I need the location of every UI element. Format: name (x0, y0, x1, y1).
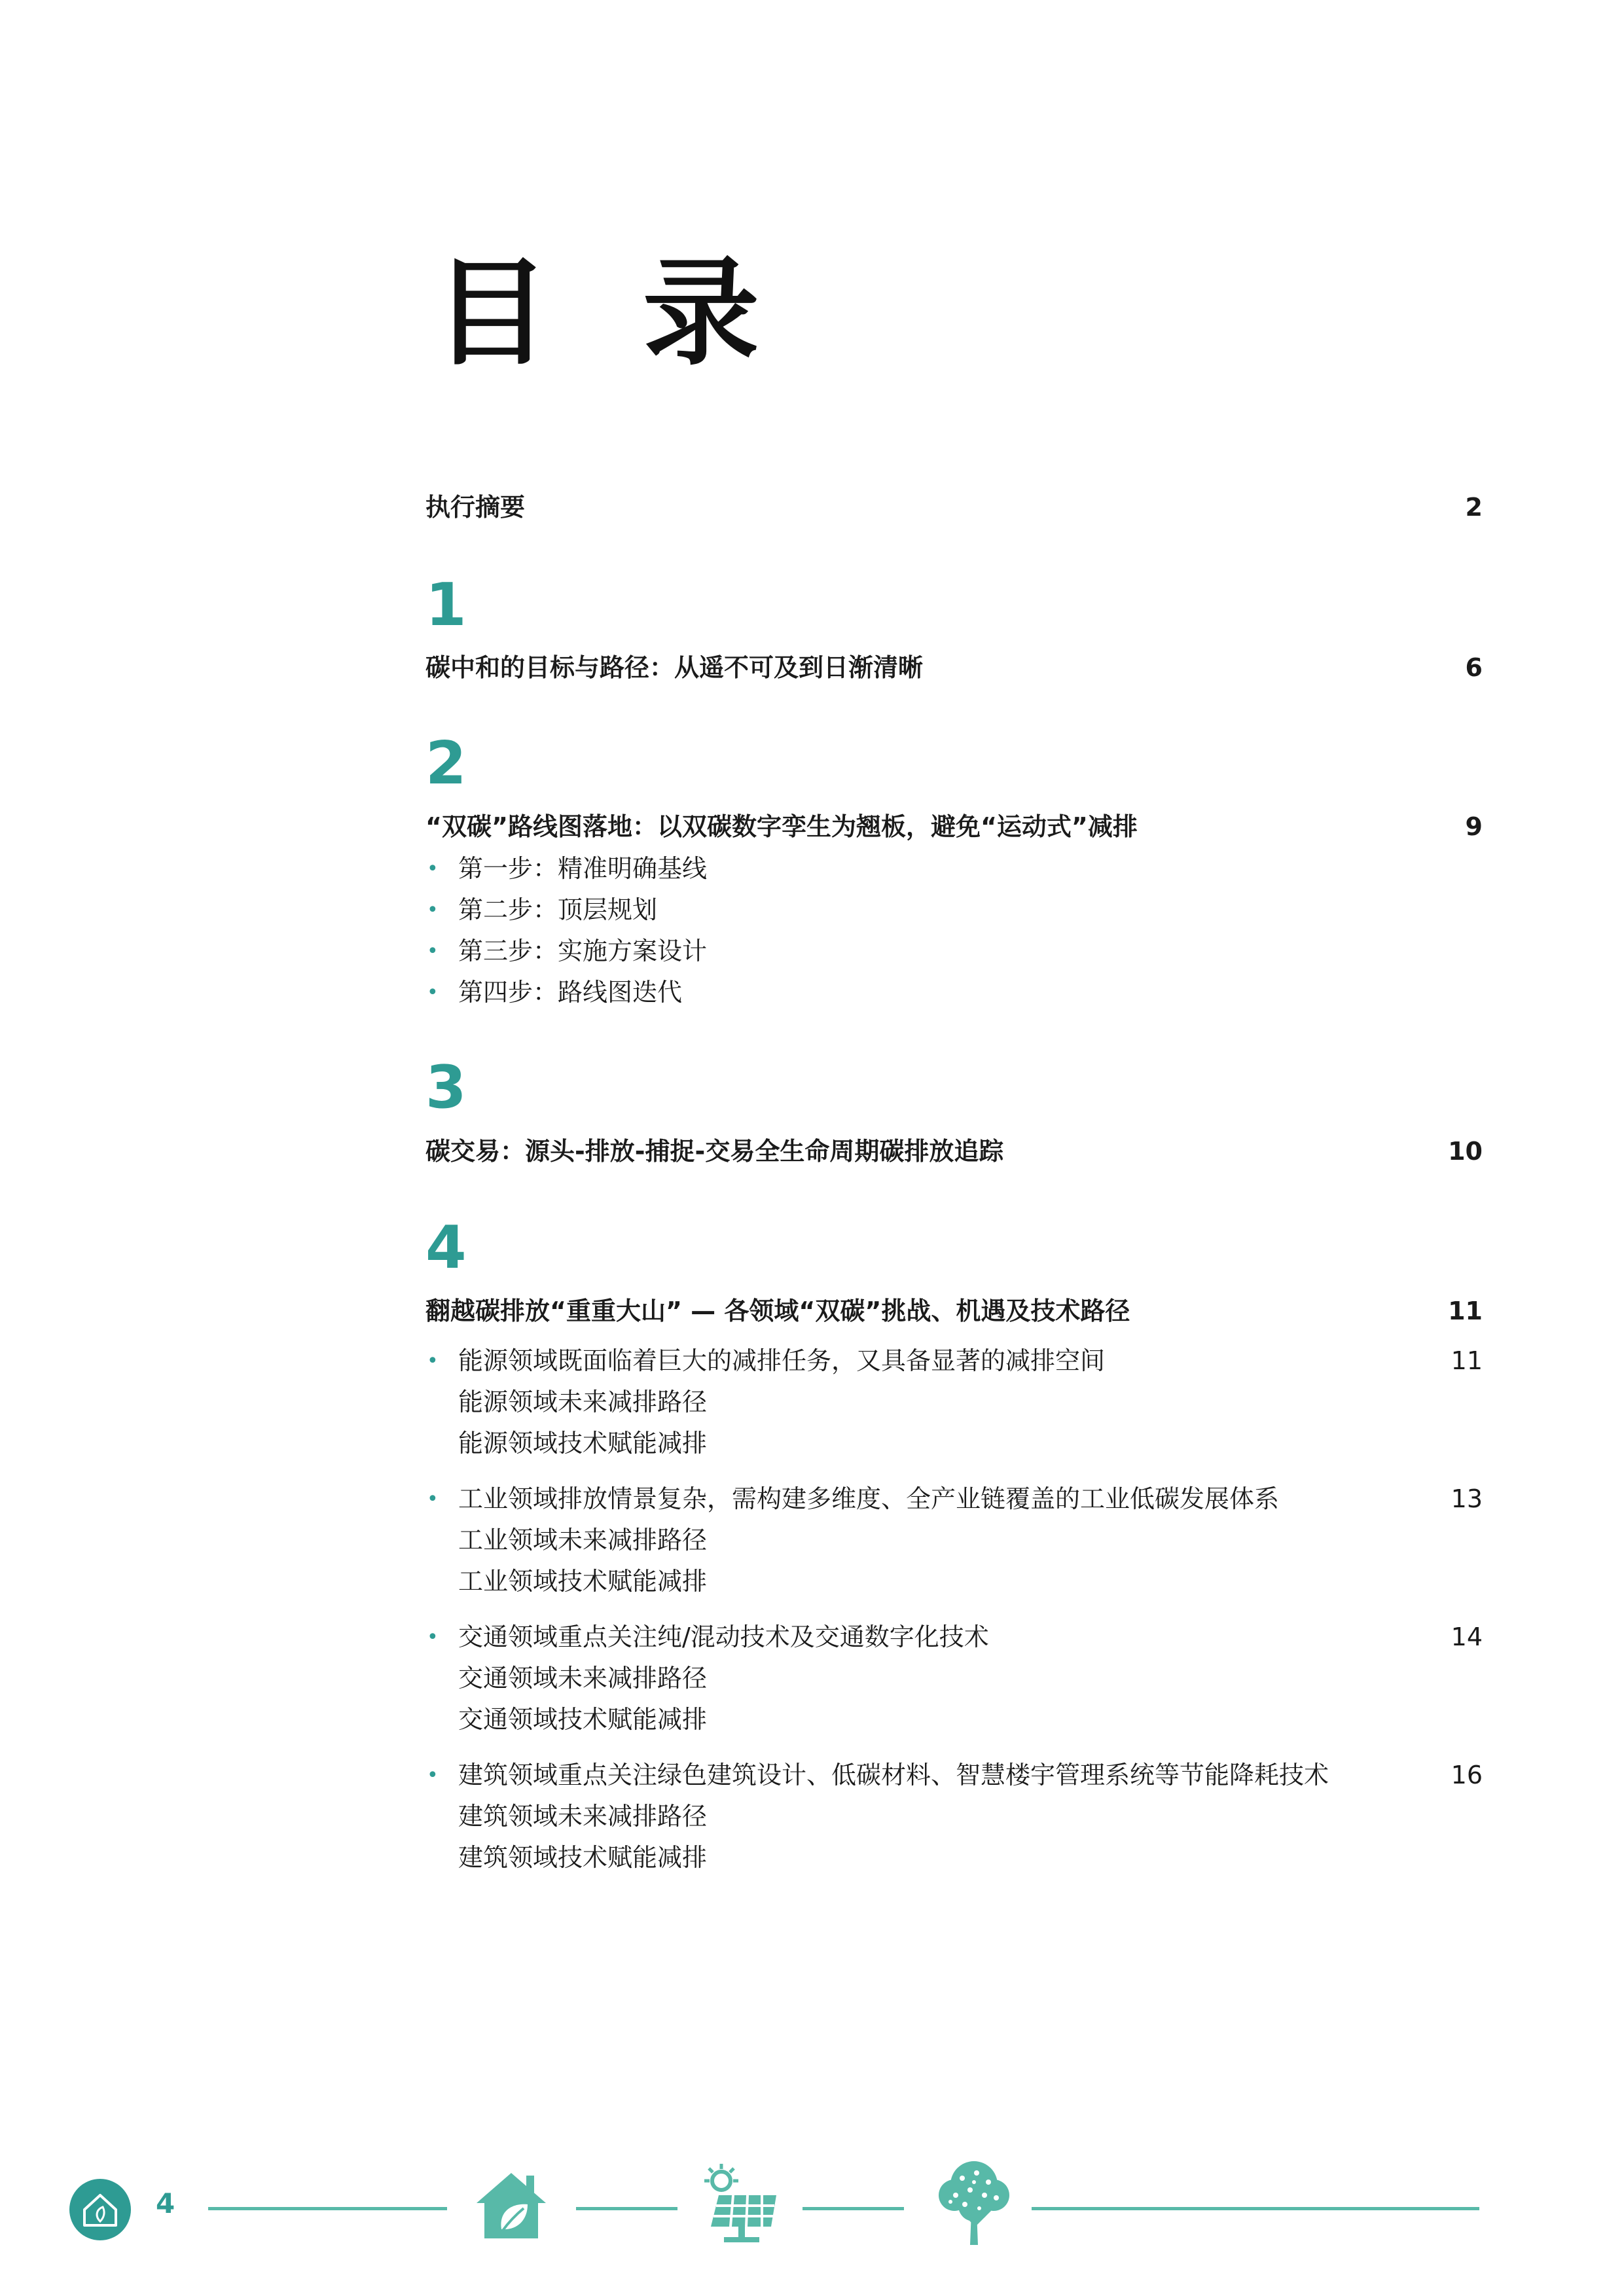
page-title: 目 录 (433, 245, 785, 381)
bullet-icon: • (427, 857, 439, 880)
bullet-icon: • (427, 1626, 439, 1649)
toc-ch4[interactable] (425, 1295, 1483, 1878)
toc-sub-item[interactable]: • 第四步：路线图迭代 (425, 972, 1483, 1013)
toc-sub-sub-item[interactable]: 建筑领域未来减排路径 (458, 1802, 708, 1831)
toc-page: 9 (1465, 812, 1483, 841)
chapter-number-1: 1 (425, 571, 467, 639)
bullet-icon: • (427, 1350, 439, 1372)
toc-label: 碳中和的目标与路径：从遥不可及到日渐清晰 (425, 653, 924, 682)
toc-page: 11 (1451, 1346, 1483, 1375)
toc-page: 13 (1451, 1484, 1483, 1513)
toc-page: 11 (1448, 1297, 1483, 1325)
toc-sub-item[interactable]: • 建筑领域重点关注绿色建筑设计、低碳材料、智慧楼宇管理系统等节能降耗技术 16 (425, 1755, 1483, 1796)
footer-divider (803, 2207, 904, 2210)
tree-icon (936, 2159, 1012, 2248)
toc-label: 碳交易：源头-排放-捕捉-交易全生命周期碳排放追踪 (425, 1137, 1004, 1166)
toc-sub-item[interactable]: • 第二步：顶层规划 (425, 889, 1483, 931)
chapter-number-3: 3 (425, 1053, 467, 1122)
toc-ch1[interactable] (425, 651, 1483, 684)
toc-sub-item[interactable]: • 第一步：精准明确基线 (425, 848, 1483, 889)
chapter-number-4: 4 (425, 1213, 467, 1282)
toc-sub-sub-item[interactable]: 交通领域技术赋能减排 (458, 1705, 708, 1734)
house-leaf-icon (473, 2166, 550, 2244)
toc-exec[interactable] (425, 491, 1483, 524)
toc-label: 执行摘要 (425, 493, 526, 522)
toc-sub-item[interactable]: • 第三步：实施方案设计 (425, 931, 1483, 972)
toc-page: 6 (1465, 653, 1483, 682)
bullet-icon: • (427, 940, 439, 963)
toc-group (425, 1340, 1483, 1464)
home-leaf-icon[interactable] (69, 2178, 132, 2241)
footer-divider (1032, 2207, 1479, 2210)
toc-group (425, 1479, 1483, 1602)
toc-group (425, 1617, 1483, 1740)
toc-sub-sub-item[interactable]: 建筑领域技术赋能减排 (458, 1843, 708, 1872)
toc-sub-item[interactable]: • 能源领域既面临着巨大的减排任务，又具备显著的减排空间 11 (425, 1340, 1483, 1382)
toc-sub-sub-item[interactable]: 交通领域未来减排路径 (458, 1664, 708, 1693)
solar-panel-icon (699, 2161, 782, 2246)
toc-sub-item[interactable]: • 交通领域重点关注纯/混动技术及交通数字化技术 14 (425, 1617, 1483, 1658)
toc-page: 10 (1448, 1137, 1483, 1166)
bullet-icon: • (427, 981, 439, 1004)
footer-divider (576, 2207, 677, 2210)
toc-ch2[interactable] (425, 810, 1483, 1013)
page-number: 4 (156, 2187, 175, 2219)
toc-label: “双碳”路线图落地：以双碳数字孪生为翘板，避免“运动式”减排 (425, 812, 1138, 841)
footer-divider (208, 2207, 447, 2210)
bullet-icon: • (427, 1764, 439, 1787)
toc-label: 翻越碳排放“重重大山” — 各领域“双碳”挑战、机遇及技术路径 (425, 1297, 1130, 1325)
toc-ch3[interactable] (425, 1135, 1483, 1168)
toc-sub-sub-item[interactable]: 工业领域未来减排路径 (458, 1526, 708, 1554)
toc-sub-sub-item[interactable]: 工业领域技术赋能减排 (458, 1567, 708, 1596)
bullet-icon: • (427, 1488, 439, 1511)
toc-page: 16 (1451, 1761, 1483, 1789)
bullet-icon: • (427, 899, 439, 922)
chapter-number-2: 2 (425, 729, 467, 798)
toc-page: 2 (1465, 493, 1483, 522)
toc-group (425, 1755, 1483, 1878)
toc-sub-item[interactable]: • 工业领域排放情景复杂，需构建多维度、全产业链覆盖的工业低碳发展体系 13 (425, 1479, 1483, 1520)
toc-sub-sub-item[interactable]: 能源领域未来减排路径 (458, 1388, 708, 1416)
toc-page: 14 (1451, 1623, 1483, 1651)
toc-sub-sub-item[interactable]: 能源领域技术赋能减排 (458, 1429, 708, 1458)
page-footer (0, 2153, 1624, 2258)
